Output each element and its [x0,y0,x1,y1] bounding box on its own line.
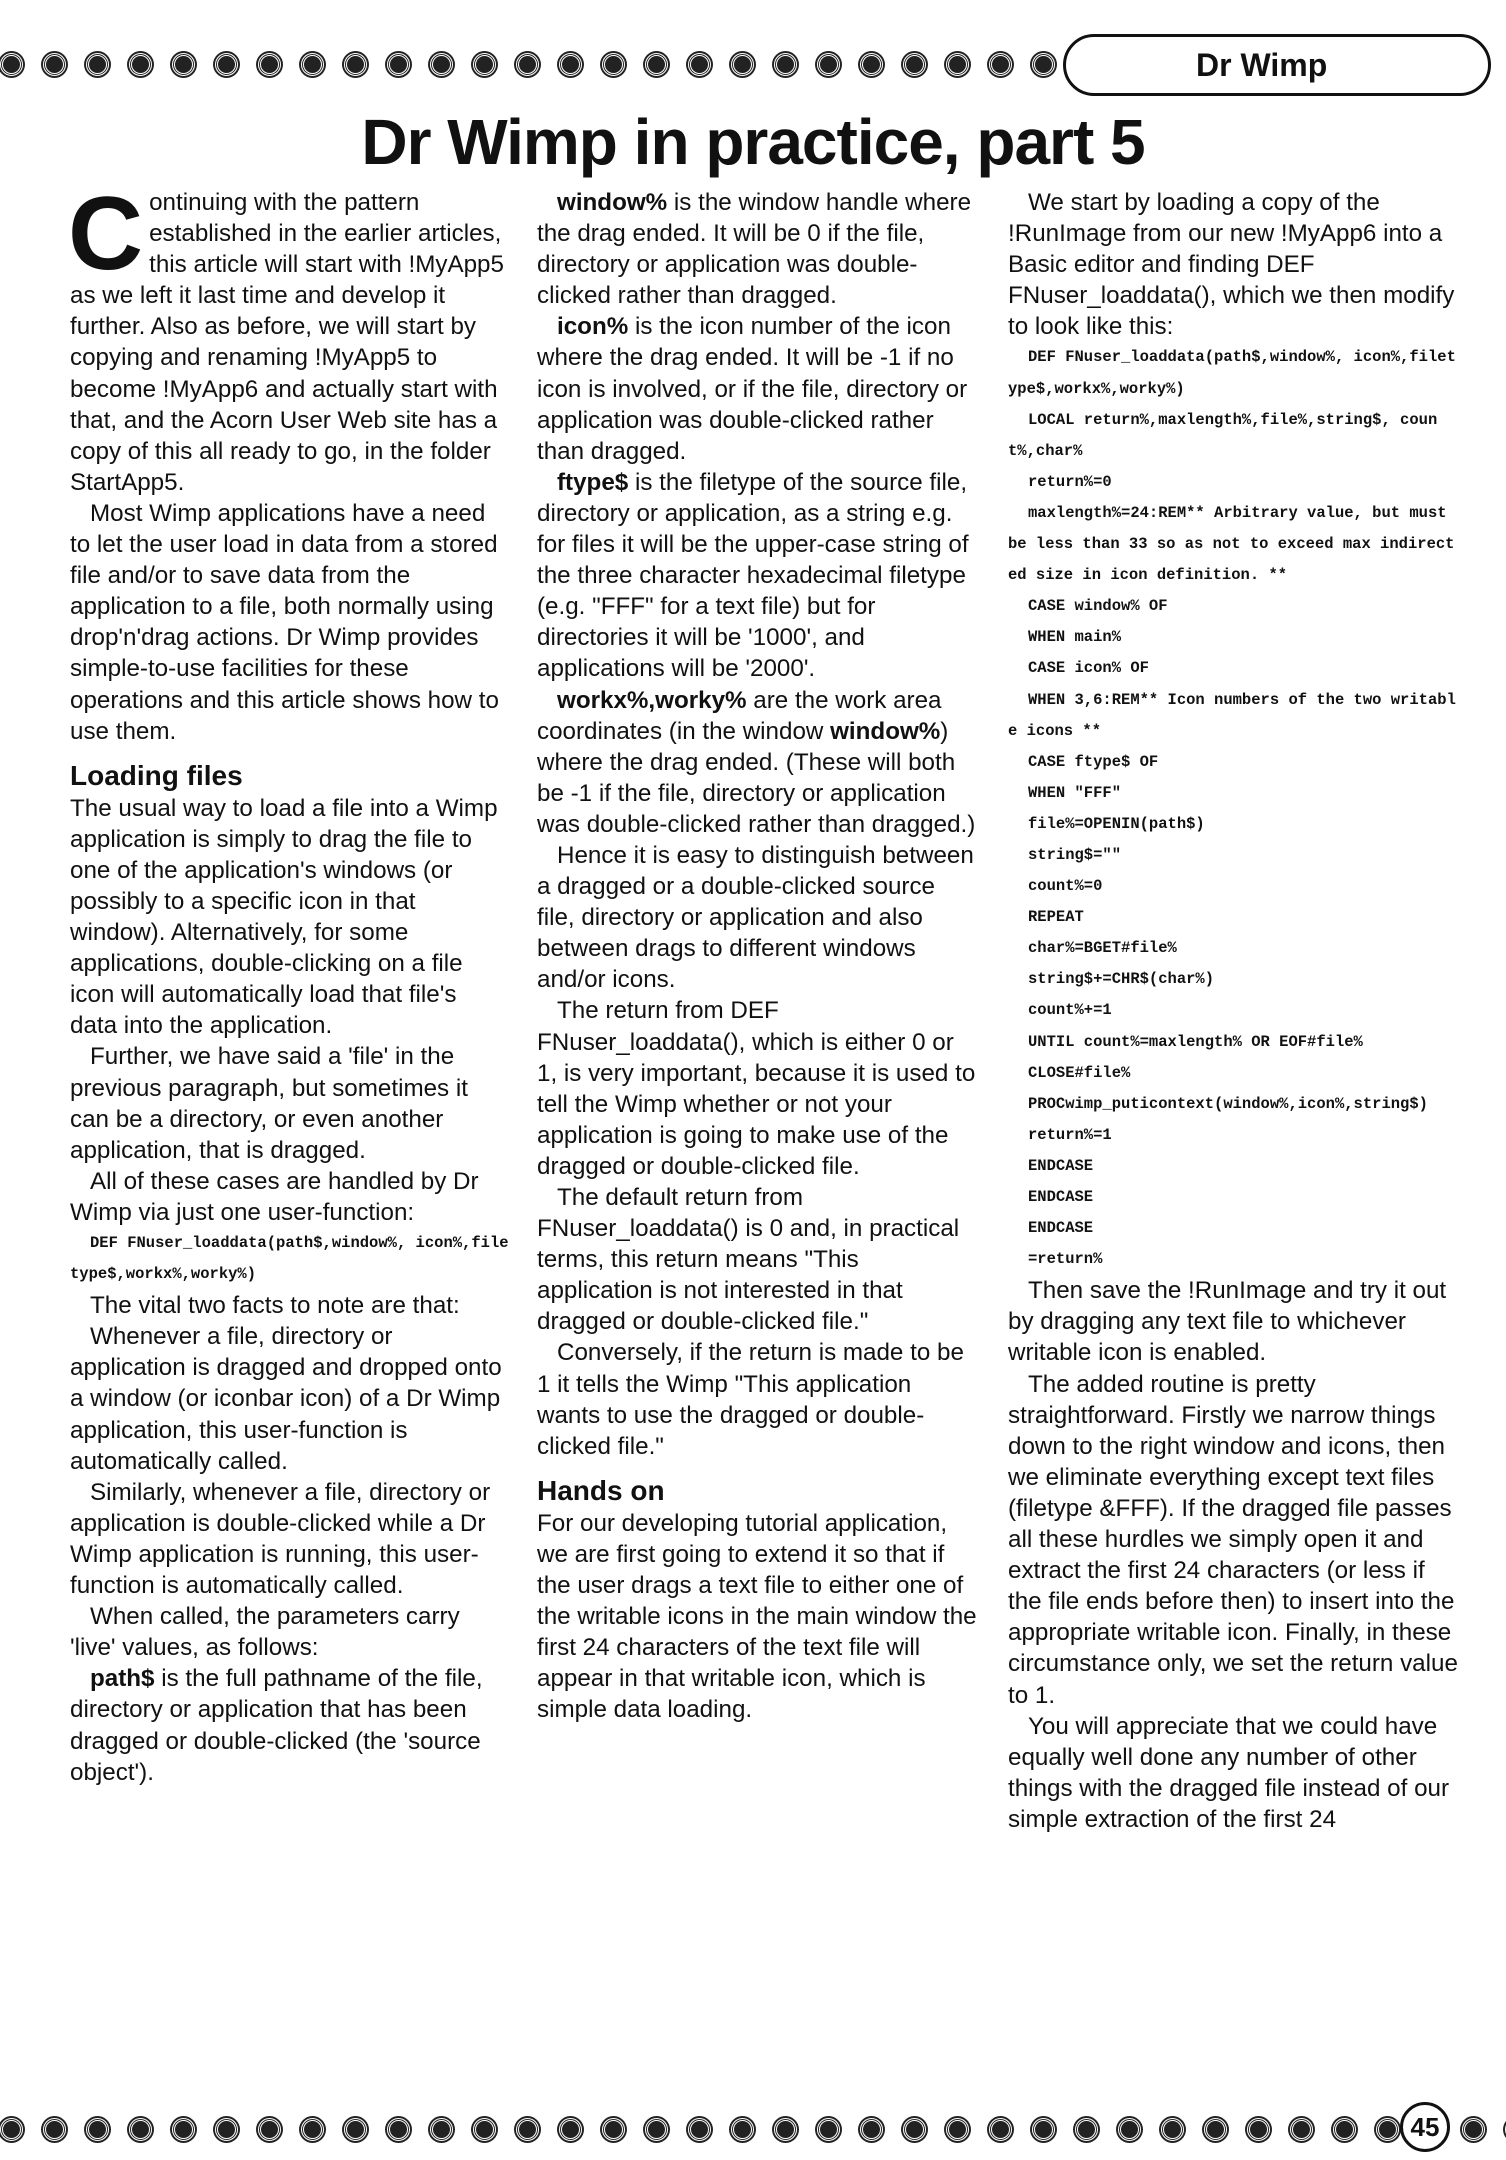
border-dot [946,2118,969,2141]
code-line: WHEN 3,6:REM** Icon numbers of the two writable icons ** [1008,690,1456,740]
code-listing [1008,342,1460,1275]
code-line: CLOSE#file% [1028,1063,1131,1082]
bottom-dot-border [0,2113,1506,2145]
code-line: UNTIL count%=maxlength% OR EOF#file% [1028,1032,1363,1051]
border-dot [516,2118,539,2141]
border-dot [989,53,1012,76]
border-dot [602,53,625,76]
code-line: ENDCASE [1028,1219,1094,1238]
parameter-paragraph [537,311,977,466]
paragraph: We start by loading a copy of the !RunImage from our new !MyApp6 into a Basic editor and finding DEF FNuser_loaddata(), which we then modify to look like this: [1008,189,1455,341]
paragraph: You will appreciate that we could have equally well done any number of other things with the dragged file instead of our simple extraction of the first 24 [1008,1712,1450,1833]
border-dot [1247,2118,1270,2141]
parameter-paragraph [537,187,977,311]
paragraph: For our developing tutorial application, we are first going to extend it so that if the user drags a text file to either one of the writable icons in the main window the first 24 characters of the text file will appear in that writable icon, which is simple data loading. [537,1509,977,1724]
border-dot [387,2118,410,2141]
border-dot [1161,2118,1184,2141]
param-desc: is the icon number of the icon where the drag ended. It will be -1 if no icon is involved, or if the file, directory or application was double-clicked rather than dragged. [537,313,968,465]
border-dot [946,53,969,76]
heading-loading-files: Loading files [70,759,243,791]
column-3 [1008,187,1460,1835]
border-dot [731,2118,754,2141]
border-dot [172,53,195,76]
border-dot [860,53,883,76]
code-line: file%=OPENIN(path$) [1028,814,1205,833]
intro-paragraph [68,176,510,498]
paragraph: Similarly, whenever a file, directory or application is double-clicked while a Dr Wimp application is running, this user-function is automatically called. [70,1478,491,1600]
border-dot [1376,2118,1399,2141]
border-dot [688,2118,711,2141]
param-term: ftype$ [557,468,629,496]
code-line: string$+=CHR$(char%) [1028,970,1215,989]
code-line: char%=BGET#file% [1028,939,1177,958]
border-dot [860,2118,883,2141]
param-desc: is the full pathname of the file, directory or application that has been dragged or double-clicked (the 'source object'). [70,1665,483,1786]
border-dot [645,53,668,76]
border-dot [215,2118,238,2141]
border-dot [344,53,367,76]
paragraph: Hence it is easy to distinguish between a dragged or a double-clicked source file, directory or application and also between drags to different windows and/or icons. [537,841,974,994]
border-dot [1333,2118,1356,2141]
code-line: maxlength%=24:REM** Arbitrary value, but must be less than 33 so as not to exceed max indirected size in icon definition. ** [1008,503,1456,585]
border-dot [43,53,66,76]
border-dot [1462,2118,1485,2141]
border-dot [86,53,109,76]
parameter-paragraph [537,685,977,840]
border-dot [516,53,539,76]
border-dot [903,2118,926,2141]
border-dot [473,2118,496,2141]
border-dot [1204,2118,1227,2141]
border-dot [1032,53,1055,76]
param-term: window% [557,189,668,216]
border-dot [86,2118,109,2141]
code-line: DEF FNuser_loaddata(path$,window%, icon%,filetype$,workx%,worky%) [1008,348,1456,398]
paragraph: Conversely, if the return is made to be 1 it tells the Wimp "This application wants to use the dragged or double-clicked file." [537,1339,964,1460]
border-dot [258,53,281,76]
drop-cap: C [68,176,144,292]
border-dot [731,53,754,76]
code-line: =return% [1028,1250,1103,1269]
border-dot [301,53,324,76]
param-desc: is the filetype of the source file, directory or application, as a string e.g. for files it will be the upper-case string of the three character hexadecimal filetype (e.g. "FFF" for a text file) but for directories it will be '1000', and applications will be '2000'. [537,468,969,683]
border-dot [817,53,840,76]
param-desc: are the work area coordinates (in the window [537,686,942,745]
code-line: return%=1 [1028,1125,1112,1144]
paragraph: Most Wimp applications have a need to let the user load in data from a stored file and/or to save data from the application to a file, both normally using drop'n'drag actions. Dr Wimp provides simple-to-use facilities for these operations and this article shows how to use them. [70,499,499,745]
code-line: CASE ftype$ OF [1028,752,1159,771]
border-dot [989,2118,1012,2141]
border-dot [430,53,453,76]
border-dot [1118,2118,1141,2141]
border-dot [344,2118,367,2141]
code-line: LOCAL return%,maxlength%,file%,string$, count%,char% [1008,410,1438,460]
column-2 [537,187,977,1726]
code-line: count%=0 [1028,877,1103,896]
border-dot [172,2118,195,2141]
code-line: ENDCASE [1028,1156,1094,1175]
parameter-paragraph [537,467,977,685]
border-dot [301,2118,324,2141]
param-term: path$ [90,1665,155,1693]
paragraph: All of these cases are handled by Dr Wimp via just one user-function: [70,1167,479,1226]
intro-text: ontinuing with the pattern established in the earlier articles, this article will start with !MyApp5 as we left it last time and develop it further. Also as before, we will start by copying and renaming !MyApp5 to become !MyApp6 and actually start with that, and the Acorn User Web site has a copy of this all ready to go, in the folder StartApp5. [70,189,504,496]
column-1 [68,176,510,1788]
code-line: CASE window% OF [1028,597,1168,616]
border-dot [903,53,926,76]
border-dot [0,2118,23,2141]
code-line: return%=0 [1028,472,1112,491]
border-dot [817,2118,840,2141]
section-tag [1063,34,1491,96]
param-term: icon% [557,313,629,341]
border-dot [258,2118,281,2141]
border-dot [774,53,797,76]
code-line: PROCwimp_puticontext(window%,icon%,string$) [1028,1094,1428,1113]
code-line: count%+=1 [1028,1001,1112,1020]
border-dot [1032,2118,1055,2141]
code-line: REPEAT [1028,908,1084,927]
border-dot [0,53,23,76]
border-dot [602,2118,625,2141]
heading-hands-on: Hands on [537,1474,665,1506]
border-dot [43,2118,66,2141]
code-line: CASE icon% OF [1028,659,1149,678]
param-desc: ) where the drag ended. (These will both be -1 if the file, directory or application was double-clicked rather than dragged.) [537,717,976,838]
border-dot [645,2118,668,2141]
paragraph: The vital two facts to note are that: [90,1292,460,1320]
border-dot [559,53,582,76]
param-term: workx%,worky% [557,686,747,714]
border-dot [430,2118,453,2141]
paragraph: Whenever a file, directory or application is dragged and dropped onto a window (or iconbar icon) of a Dr Wimp application, this user-function is automatically called. [70,1323,502,1475]
paragraph: Further, we have said a 'file' in the previous paragraph, but sometimes it can be a directory, or even another application, that is dragged. [70,1043,468,1164]
border-dot [1290,2118,1313,2141]
border-dot [559,2118,582,2141]
border-dot [774,2118,797,2141]
paragraph: Then save the !RunImage and try it out by dragging any text file to whichever writable icon is enabled. [1008,1277,1447,1367]
page-number: 45 [1400,2102,1450,2152]
border-dot [473,53,496,76]
border-dot [1075,2118,1098,2141]
paragraph: The added routine is pretty straightforward. Firstly we narrow things down to the right window and icons, then we eliminate everything except text files (filetype &FFF). If the dragged file passes all these hurdles we simply open it and extract the first 24 characters (or less if the file ends before then) to insert into the appropriate writable icon. Finally, in these circumstance only, we set the return value to 1. [1008,1370,1458,1709]
border-dot [129,2118,152,2141]
code-line: WHEN "FFF" [1028,783,1122,802]
code-line: WHEN main% [1028,628,1122,647]
border-dot [215,53,238,76]
article-title: Dr Wimp in practice, part 5 [361,106,1145,178]
code-snippet: DEF FNuser_loaddata(path$,window%, icon%,filetype$,workx%,worky%) [70,1234,509,1284]
paragraph: The return from DEF FNuser_loaddata(), which is either 0 or 1, is very important, because it is used to tell the Wimp whether or not your application is going to make use of the dragged or double-clicked file. [537,997,976,1180]
paragraph: When called, the parameters carry 'live' values, as follows: [70,1603,460,1662]
param-term: window% [830,717,941,745]
code-line: ENDCASE [1028,1188,1094,1206]
code-line: string$="" [1028,845,1122,864]
border-dot [387,53,410,76]
paragraph: The default return from FNuser_loaddata() is 0 and, in practical terms, this return means "This application is not interested in that dragged or double-clicked file." [537,1184,960,1336]
param-desc: is the window handle where the drag ended. It will be 0 if the file, directory or application was double-clicked rather than dragged. [537,189,972,310]
section-tag-label: Dr Wimp [1196,47,1328,83]
paragraph: The usual way to load a file into a Wimp application is simply to drag the file to one of the application's windows (or possibly to a specific icon in that window). Alternatively, for some applications, double-clicking on a file icon will automatically load that file's data into the application. [70,794,498,1040]
border-dot [129,53,152,76]
border-dot [688,53,711,76]
parameter-paragraph [70,1663,510,1787]
